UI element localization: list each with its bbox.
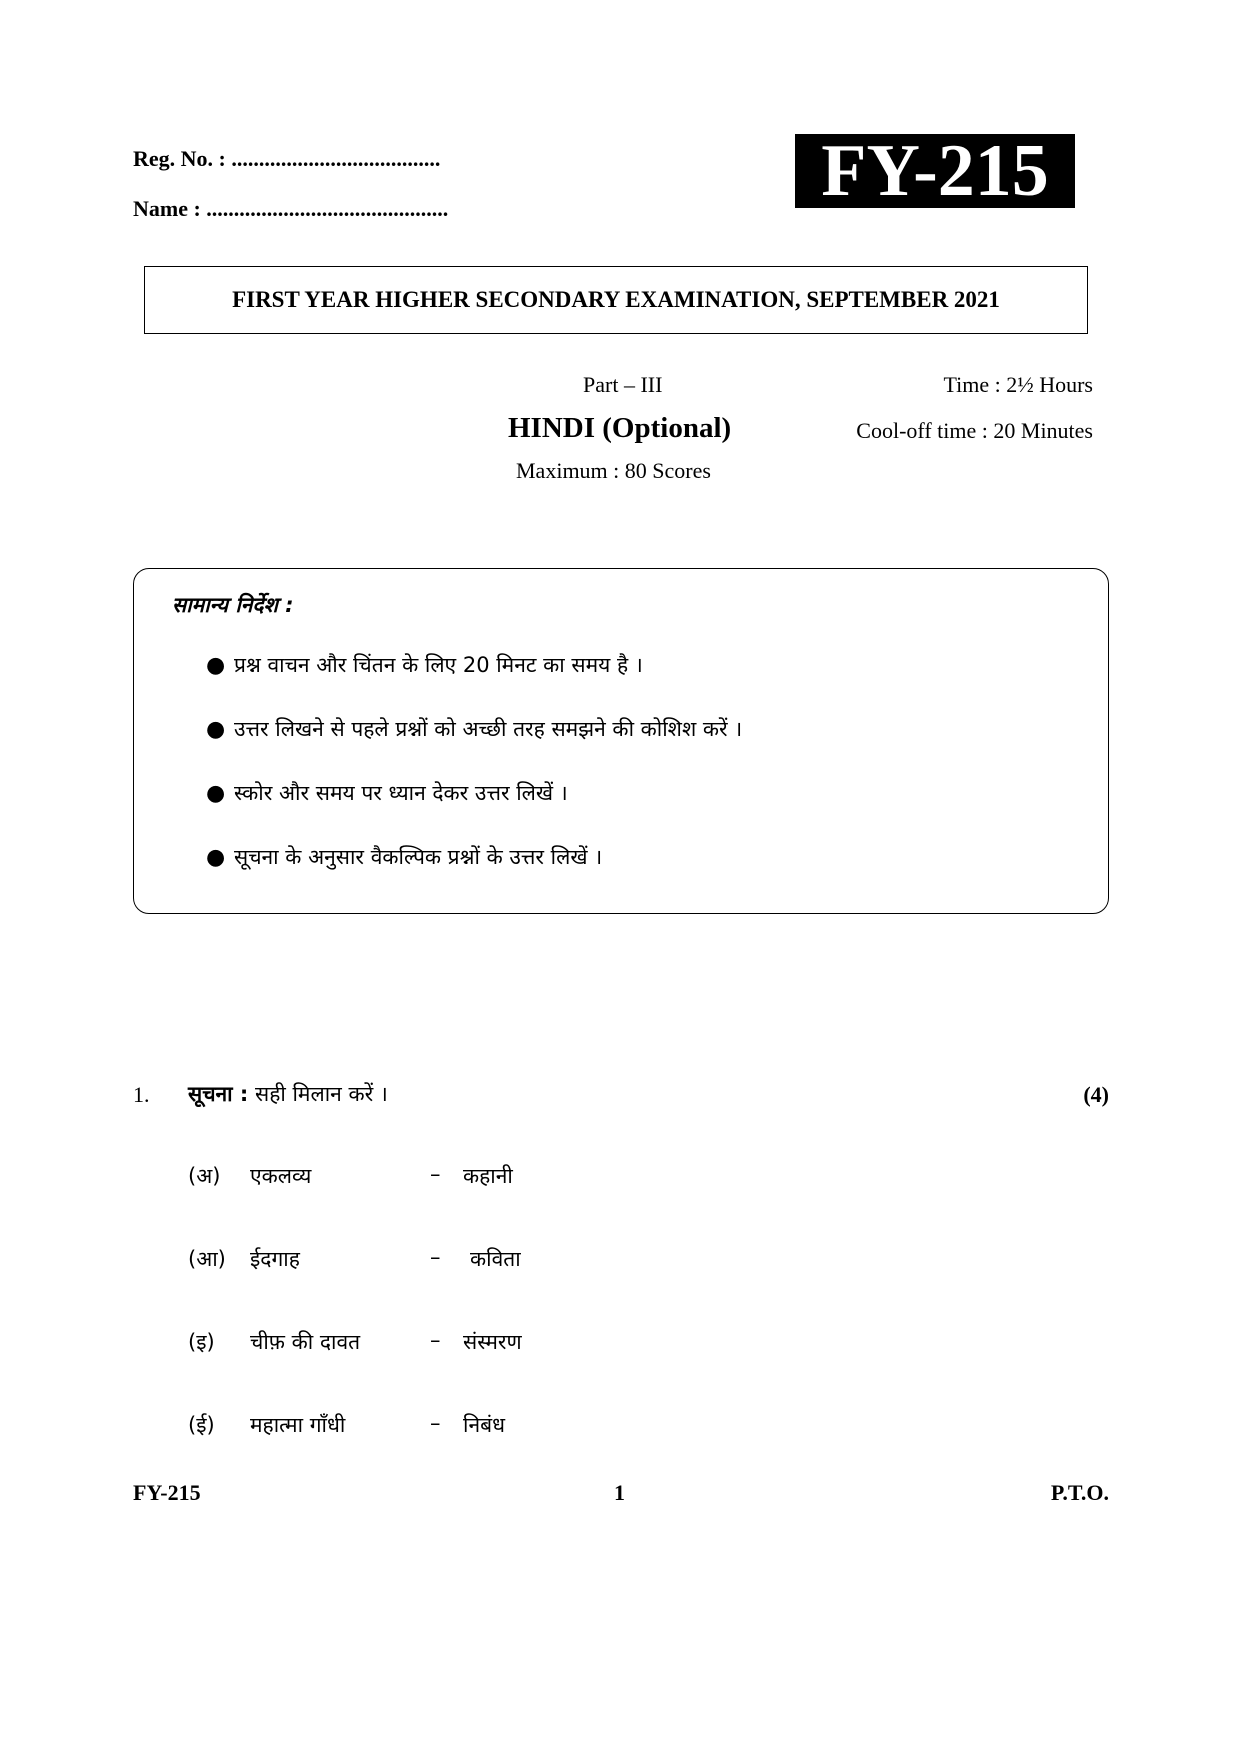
match-key: (ई) — [188, 1413, 215, 1437]
question-marks: (4) — [1083, 1082, 1109, 1107]
instruction-text: प्रश्न वाचन और चिंतन के लिए 20 मिनट का समय है । — [234, 653, 643, 677]
name-field: Name : ............................................ — [133, 196, 449, 221]
match-key: (आ) — [188, 1247, 226, 1271]
instruction-item — [206, 779, 568, 807]
match-dash: – — [430, 1245, 441, 1269]
match-left: महात्मा गाँधी — [250, 1413, 346, 1437]
match-right: कविता — [470, 1247, 521, 1271]
cooloff-label: Cool-off time : 20 Minutes — [856, 418, 1093, 443]
match-right: कहानी — [463, 1164, 513, 1188]
max-score-label: Maximum : 80 Scores — [516, 458, 711, 483]
match-right: संस्मरण — [463, 1330, 522, 1354]
match-left: चीफ़ की दावत — [250, 1330, 361, 1354]
question-number: 1. — [133, 1082, 150, 1107]
instructions-title: सामान्य निर्देश : — [172, 593, 294, 617]
match-dash: – — [430, 1162, 441, 1186]
instruction-item — [206, 843, 602, 871]
instruction-text: उत्तर लिखने से पहले प्रश्नों को अच्छी तरह समझने की कोशिश करें । — [234, 717, 743, 741]
bullet-icon: ● — [206, 716, 226, 742]
general-instructions-box — [133, 568, 1109, 914]
match-right: निबंध — [463, 1413, 505, 1437]
subject-title: HINDI (Optional) — [508, 412, 732, 444]
bullet-icon: ● — [206, 844, 226, 870]
time-label: Time : 2½ Hours — [943, 372, 1093, 397]
exam-title: FIRST YEAR HIGHER SECONDARY EXAMINATION, SEPTEMBER 2021 — [232, 287, 1000, 312]
bullet-icon: ● — [206, 652, 226, 678]
part-label: Part – III — [583, 372, 663, 397]
instruction-item — [206, 651, 643, 679]
question-label: सूचना : — [188, 1082, 249, 1106]
question-text: सही मिलान करें । — [248, 1082, 388, 1106]
instruction-item — [206, 715, 742, 743]
match-key: (अ) — [188, 1164, 221, 1188]
paper-code-badge: FY-215 — [795, 134, 1075, 208]
reg-no-field: Reg. No. : ...................................... — [133, 146, 441, 171]
match-dash: – — [430, 1328, 441, 1352]
bullet-icon: ● — [206, 780, 226, 806]
instruction-text: स्कोर और समय पर ध्यान देकर उत्तर लिखें । — [234, 781, 568, 805]
match-dash: – — [430, 1411, 441, 1435]
pto-label: P.T.O. — [1050, 1480, 1109, 1505]
exam-title-box — [144, 266, 1088, 334]
match-left: एकलव्य — [250, 1164, 312, 1188]
instruction-text: सूचना के अनुसार वैकल्पिक प्रश्नों के उत्तर लिखें । — [234, 845, 603, 869]
match-left: ईदगाह — [250, 1247, 300, 1271]
page-number: 1 — [614, 1480, 625, 1505]
question-instruction — [188, 1080, 388, 1108]
footer-paper-code: FY-215 — [133, 1480, 201, 1505]
match-key: (इ) — [188, 1330, 215, 1354]
